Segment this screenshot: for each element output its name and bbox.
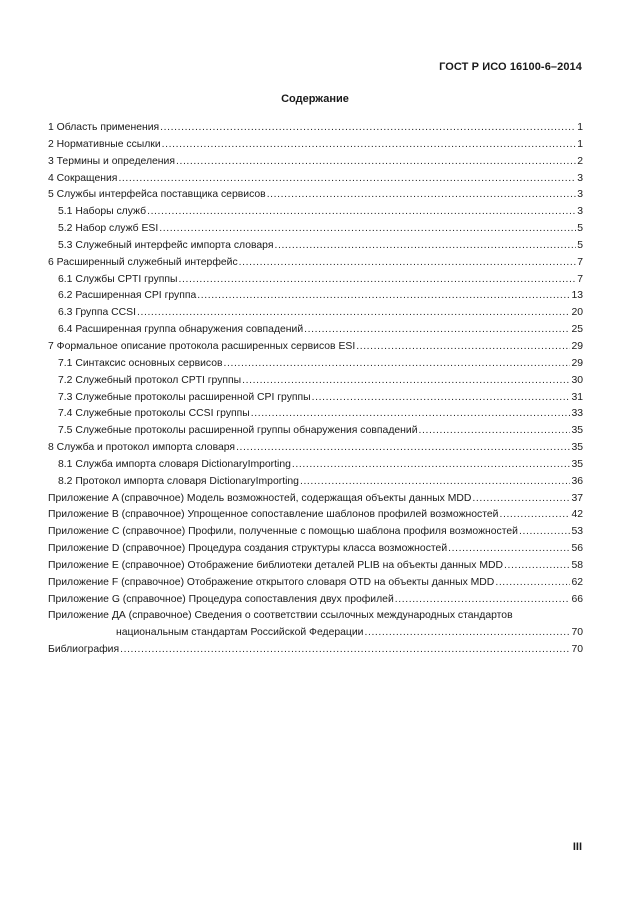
toc-entry-page: 70 <box>571 644 583 656</box>
leader-dots <box>519 524 570 541</box>
toc-entry[interactable] <box>48 592 583 609</box>
toc-entry[interactable] <box>48 322 583 339</box>
toc-entry-page: 13 <box>571 290 583 302</box>
toc-entry-text: 7.1 Синтаксис основных сервисов <box>58 357 223 369</box>
toc-entry[interactable] <box>48 575 583 592</box>
leader-dots <box>242 373 570 390</box>
toc-entry-page: 35 <box>571 425 583 437</box>
toc-entry-page: 37 <box>571 492 583 504</box>
toc-entry-page: 56 <box>571 543 583 555</box>
toc-entry[interactable] <box>48 541 583 558</box>
toc-entry[interactable] <box>48 474 583 491</box>
toc-entry-page: 33 <box>571 408 583 420</box>
leader-dots <box>364 625 570 642</box>
toc-entry[interactable] <box>48 238 583 255</box>
toc-entry[interactable] <box>48 221 583 238</box>
toc-entry-text: Приложение C (справочное) Профили, полученные с помощью шаблона профиля возможностей <box>48 526 518 538</box>
toc-entry-page: 35 <box>571 458 583 470</box>
toc-entry-text: 2 Нормативные ссылки <box>48 138 161 150</box>
toc-entry-text: 5.2 Набор служб ESI <box>58 223 159 235</box>
toc-entry-page: 62 <box>571 576 583 588</box>
toc-entry-text-continued: национальным стандартам Российской Федерации <box>116 627 364 639</box>
toc-entry[interactable] <box>48 406 583 423</box>
leader-dots <box>236 440 570 457</box>
toc-entry-text: 5 Службы интерфейса поставщика сервисов <box>48 189 266 201</box>
toc-entry-page: 42 <box>571 509 583 521</box>
toc-entry-page: 1 <box>577 138 583 150</box>
toc-entry-page: 35 <box>571 442 583 454</box>
table-of-contents <box>48 120 583 659</box>
toc-entry[interactable] <box>48 272 583 289</box>
toc-entry-page: 1 <box>577 122 583 133</box>
toc-entry-text: 3 Термины и определения <box>48 155 175 167</box>
toc-entry-text: 6.2 Расширенная CPI группа <box>58 290 197 302</box>
leader-dots <box>239 255 577 272</box>
leader-dots <box>356 339 570 356</box>
toc-entry-annex-da[interactable] <box>48 608 583 642</box>
leader-dots <box>197 288 570 305</box>
toc-entry[interactable] <box>48 171 583 188</box>
toc-entry-page: 70 <box>571 627 583 639</box>
toc-entry[interactable] <box>48 187 583 204</box>
toc-entry-page: 7 <box>577 256 583 268</box>
toc-entry-text: Приложение D (справочное) Процедура создания структуры класса возможностей <box>48 543 448 555</box>
leader-dots <box>312 390 571 407</box>
toc-entry-page: 29 <box>571 340 583 352</box>
leader-dots <box>499 507 570 524</box>
leader-dots <box>472 491 570 508</box>
toc-entry-text: 5.3 Служебный интерфейс импорта словаря <box>58 239 274 251</box>
toc-entry-text: Приложение G (справочное) Процедура сопоставления двух профилей <box>48 593 394 605</box>
toc-entry-page: 30 <box>571 374 583 386</box>
toc-entry-page: 5 <box>577 223 583 235</box>
toc-entry-text: 8.2 Протокол импорта словаря DictionaryImporting <box>58 475 299 487</box>
toc-entry[interactable] <box>48 558 583 575</box>
toc-entry[interactable] <box>48 154 583 171</box>
toc-entry-page: 2 <box>577 155 583 167</box>
toc-entry[interactable] <box>48 390 583 407</box>
toc-entry[interactable] <box>48 491 583 508</box>
toc-entry[interactable] <box>48 457 583 474</box>
toc-entry-text: 6.1 Службы CPTI группы <box>58 273 178 285</box>
toc-entry-text: 8 Служба и протокол импорта словаря <box>48 442 236 454</box>
toc-entry-page: 31 <box>571 391 583 403</box>
toc-entry-text: 6 Расширенный служебный интерфейс <box>48 256 238 268</box>
leader-dots <box>419 423 571 440</box>
toc-entry-text: Библиография <box>48 644 120 656</box>
toc-entry[interactable] <box>48 339 583 356</box>
toc-entry-page: 3 <box>577 172 583 184</box>
toc-entry-text: 7 Формальное описание протокола расширенных сервисов ESI <box>48 340 356 352</box>
leader-dots <box>395 592 571 609</box>
toc-entry-page: 36 <box>571 475 583 487</box>
toc-entry-text: 7.2 Служебный протокол CPTI группы <box>58 374 242 386</box>
toc-entry[interactable] <box>48 356 583 373</box>
toc-entry-text: Приложение B (справочное) Упрощенное сопоставление шаблонов профилей возможностей <box>48 509 499 521</box>
toc-entry-bibliography[interactable] <box>48 642 583 659</box>
leader-dots <box>160 120 576 137</box>
toc-entry[interactable] <box>48 423 583 440</box>
toc-entry-page: 5 <box>577 239 583 251</box>
leader-dots <box>304 322 570 339</box>
toc-entry-text: 7.5 Служебные протоколы расширенной группы обнаружения совпадений <box>58 425 418 437</box>
toc-entry[interactable] <box>48 204 583 221</box>
toc-entry-text: 4 Сокращения <box>48 172 118 184</box>
leader-dots <box>251 406 571 423</box>
toc-entry[interactable] <box>48 507 583 524</box>
toc-entry-text: 7.4 Служебные протоколы CCSI группы <box>58 408 250 420</box>
toc-entry-text: Приложение A (справочное) Модель возможностей, содержащая объекты данных MDD <box>48 492 472 504</box>
toc-entry-page: 3 <box>577 189 583 201</box>
toc-entry[interactable] <box>48 137 583 154</box>
toc-entry-page: 25 <box>571 324 583 336</box>
toc-entry-page: 3 <box>577 206 583 218</box>
document-code: ГОСТ Р ИСО 16100-6–2014 <box>439 61 582 73</box>
toc-entry-text: 8.1 Служба импорта словаря DictionaryImporting <box>58 458 291 470</box>
page-number: III <box>572 841 582 853</box>
toc-entry[interactable] <box>48 120 583 137</box>
leader-dots <box>224 356 571 373</box>
toc-entry-text: 1 Область применения <box>48 122 160 133</box>
leader-dots <box>495 575 570 592</box>
toc-entry[interactable] <box>48 288 583 305</box>
toc-entry-text: 6.4 Расширенная группа обнаружения совпадений <box>58 324 304 336</box>
leader-dots <box>118 171 576 188</box>
leader-dots <box>292 457 571 474</box>
toc-entry[interactable] <box>48 305 583 322</box>
toc-title: Содержание <box>281 93 349 105</box>
leader-dots <box>448 541 570 558</box>
leader-dots <box>137 305 570 322</box>
toc-entry[interactable] <box>48 373 583 390</box>
toc-entry-page: 7 <box>577 273 583 285</box>
toc-entry-page: 66 <box>571 593 583 605</box>
leader-dots <box>179 272 577 289</box>
leader-dots <box>300 474 570 491</box>
toc-entry-text: Приложение F (справочное) Отображение открытого словаря OTD на объекты данных MDD <box>48 576 495 588</box>
toc-entry-text: 5.1 Наборы служб <box>58 206 147 218</box>
toc-entry-text: 6.3 Группа CCSI <box>58 307 136 319</box>
toc-entry-text: Приложение ДА (справочное) Сведения о соответствии ссылочных международных стандартов <box>48 610 513 622</box>
toc-entry-page: 29 <box>571 357 583 369</box>
toc-entry-text: Приложение E (справочное) Отображение библиотеки деталей PLIB на объекты данных MDD <box>48 559 503 571</box>
toc-entry-text: 7.3 Служебные протоколы расширенной CPI группы <box>58 391 311 403</box>
leader-dots <box>176 154 576 171</box>
toc-entry[interactable] <box>48 524 583 541</box>
toc-entry-page: 58 <box>571 559 583 571</box>
toc-entry-page: 20 <box>571 307 583 319</box>
toc-entry[interactable] <box>48 440 583 457</box>
leader-dots <box>267 187 577 204</box>
toc-entry[interactable] <box>48 255 583 272</box>
leader-dots <box>504 558 570 575</box>
toc-entry-page: 53 <box>571 526 583 538</box>
leader-dots <box>159 221 576 238</box>
leader-dots <box>120 642 570 659</box>
leader-dots <box>274 238 576 255</box>
leader-dots <box>162 137 577 154</box>
leader-dots <box>147 204 576 221</box>
